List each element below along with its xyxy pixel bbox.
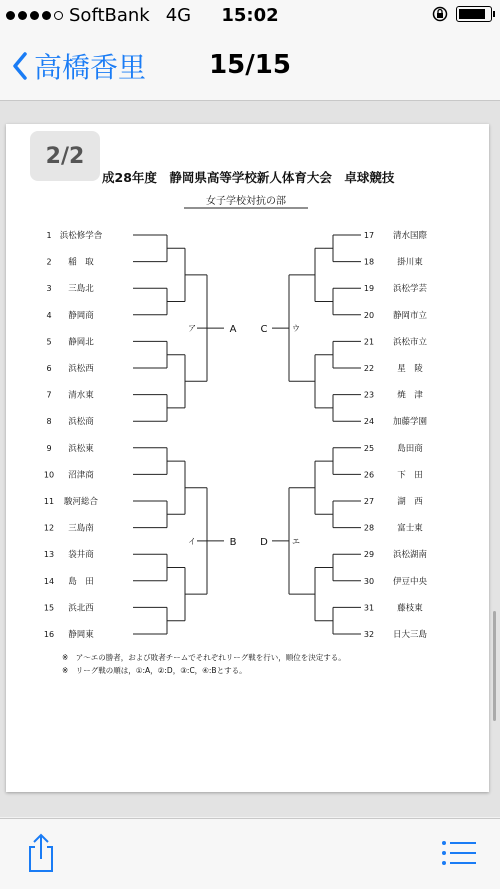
clock: 15:02 [221, 5, 279, 26]
document-title: 成28年度 静岡県高等学校新人体育大会 卓球競技 [102, 170, 395, 185]
team-number-right: 30 [363, 576, 375, 586]
team-number-right: 26 [363, 470, 375, 480]
share-icon [26, 833, 56, 873]
team-name-left: 静岡東 [68, 630, 94, 640]
navigation-bar [0, 32, 500, 101]
team-number-left: 14 [43, 576, 55, 586]
list-icon [442, 841, 476, 865]
match-label-letter: B [229, 536, 237, 548]
team-number-left: 4 [46, 310, 52, 320]
match-label-kana: ウ [292, 324, 300, 334]
tournament-bracket [6, 124, 489, 792]
team-name-left: 三島南 [68, 523, 94, 534]
team-number-left: 12 [43, 523, 55, 533]
team-number-right: 20 [363, 310, 375, 320]
team-name-left: 浜北西 [68, 603, 94, 614]
match-label-kana: エ [292, 536, 300, 546]
bottom-toolbar [0, 818, 500, 889]
team-name-right: 日大三島 [392, 630, 428, 640]
team-name-left: 駿河総合 [63, 497, 99, 507]
network-type: 4G [165, 5, 192, 26]
team-number-left: 2 [46, 257, 52, 267]
team-name-left: 沼津商 [68, 470, 94, 481]
team-number-right: 32 [363, 630, 375, 639]
team-number-right: 18 [363, 257, 375, 267]
team-number-left: 7 [46, 390, 52, 400]
team-name-right: 浜松学芸 [392, 284, 428, 295]
team-name-right: 清水国際 [392, 231, 428, 241]
scroll-indicator [493, 611, 496, 721]
note-text: ※ リーグ戦の順は，①:A，②:D，③:C，④:Bとする。 [62, 666, 247, 675]
team-number-left: 6 [46, 364, 52, 373]
team-name-left: 浜松修学舎 [59, 231, 103, 241]
team-name-left: 稲 取 [68, 257, 94, 268]
team-name-right: 静岡市立 [392, 310, 428, 321]
document-viewer[interactable] [0, 101, 500, 817]
team-name-right: 湖 西 [397, 497, 423, 507]
document-subtitle: 女子学校対抗の部 [206, 196, 286, 207]
team-number-right: 19 [363, 284, 375, 294]
team-number-right: 29 [363, 550, 375, 560]
team-number-right: 22 [363, 364, 375, 373]
team-number-left: 3 [46, 284, 52, 294]
back-label: 高橋香里 [34, 51, 147, 84]
list-button[interactable] [442, 841, 476, 869]
team-name-left: 静岡北 [68, 337, 94, 348]
team-number-left: 10 [43, 470, 55, 480]
team-number-left: 13 [43, 550, 55, 560]
team-name-right: 加藤学園 [392, 417, 428, 428]
team-number-right: 31 [363, 603, 375, 613]
team-name-right: 星 陵 [397, 364, 423, 374]
team-number-right: 23 [363, 390, 375, 400]
team-number-left: 16 [43, 630, 55, 639]
page-indicator-badge: 2/2 [30, 131, 100, 181]
team-name-right: 富士東 [397, 523, 423, 534]
team-name-left: 三島北 [68, 284, 94, 295]
team-number-right: 27 [363, 497, 375, 506]
status-bar [0, 0, 500, 32]
match-label-letter: C [260, 324, 268, 336]
battery-icon [456, 6, 492, 22]
team-name-right: 藤枝東 [397, 603, 423, 614]
status-icons [432, 6, 492, 22]
team-name-right: 焼 津 [397, 390, 423, 401]
team-name-left: 浜松商 [68, 417, 94, 428]
team-number-right: 25 [363, 443, 375, 453]
document-page [6, 124, 489, 792]
team-name-right: 島田商 [397, 443, 423, 454]
team-name-left: 袋井商 [68, 550, 94, 561]
team-number-left: 1 [46, 231, 52, 240]
team-name-right: 下 田 [397, 470, 423, 481]
team-name-right: 伊豆中央 [392, 576, 428, 587]
team-name-left: 清水東 [68, 390, 94, 401]
rotation-lock-icon [432, 6, 448, 22]
team-number-right: 28 [363, 523, 375, 533]
match-label-kana: ア [188, 324, 196, 334]
team-number-right: 17 [363, 231, 375, 240]
team-name-right: 浜松市立 [392, 337, 428, 348]
team-number-left: 5 [46, 337, 52, 347]
match-label-letter: A [229, 324, 237, 336]
team-name-left: 静岡商 [68, 310, 94, 321]
team-number-left: 11 [43, 497, 55, 506]
team-name-left: 浜松東 [68, 443, 94, 454]
team-name-right: 浜松湖南 [392, 550, 428, 561]
team-name-left: 島 田 [68, 576, 94, 587]
team-number-left: 15 [43, 603, 55, 613]
match-label-letter: D [260, 536, 268, 548]
note-text: ※ ア～エの勝者，および敗者チームでそれぞれリーグ戦を行い，順位を決定する。 [62, 653, 346, 662]
share-button[interactable] [26, 833, 56, 877]
match-label-kana: イ [188, 536, 196, 546]
team-number-left: 9 [46, 443, 52, 453]
team-number-right: 21 [363, 337, 375, 347]
team-number-left: 8 [46, 417, 52, 427]
page-title: 15/15 [209, 50, 291, 80]
carrier-name: SoftBank [69, 5, 150, 26]
team-number-right: 24 [363, 417, 375, 427]
team-name-right: 掛川東 [397, 257, 423, 268]
team-name-left: 浜松西 [68, 364, 94, 374]
